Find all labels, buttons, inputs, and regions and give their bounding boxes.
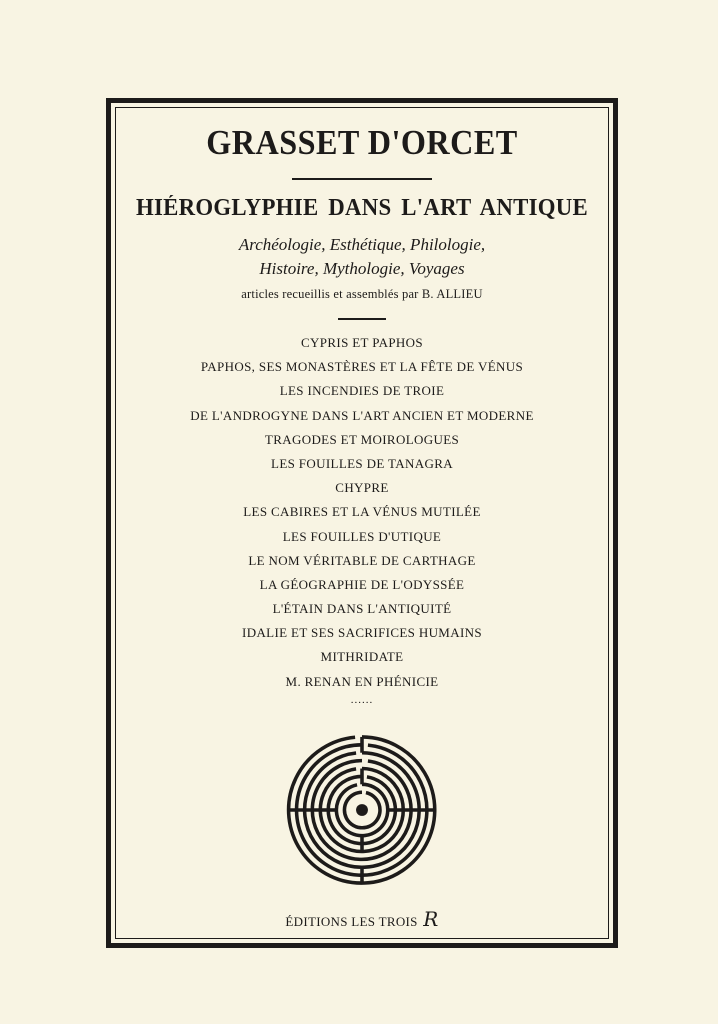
contents-item: LES CABIRES ET LA VÉNUS MUTILÉE	[243, 504, 481, 520]
publisher-name: ÉDITIONS LES TROIS	[285, 914, 418, 929]
contents-item: LE NOM VÉRITABLE DE CARTHAGE	[248, 552, 476, 568]
byline: articles recueillis et assemblés par B. ALLIEU	[241, 287, 483, 301]
divider-top	[292, 178, 432, 180]
contents-item: IDALIE ET SES SACRIFICES HUMAINS	[242, 625, 482, 641]
subtitle-line-2: Histoire, Mythologie, Voyages	[259, 259, 465, 278]
contents-item: L'ÉTAIN DANS L'ANTIQUITÉ	[272, 601, 452, 617]
contents-item: LES INCENDIES DE TROIE	[279, 383, 445, 399]
publisher-mark: R	[423, 907, 439, 931]
contents-list	[115, 334, 609, 697]
subtitle-line-1: Archéologie, Esthétique, Philologie,	[238, 235, 486, 254]
author-name: GRASSET D'ORCET	[206, 123, 518, 162]
contents-item: DE L'ANDROGYNE DANS L'ART ANCIEN ET MODERNE	[190, 407, 534, 423]
contents-item: MITHRIDATE	[320, 649, 404, 665]
divider-middle	[338, 318, 386, 320]
title-page	[115, 107, 609, 939]
labyrinth-icon	[283, 731, 441, 889]
publisher	[115, 907, 609, 931]
book-title: HIÉROGLYPHIE DANS L'ART ANTIQUE	[135, 195, 589, 221]
contents-item: LES FOUILLES DE TANAGRA	[271, 455, 453, 471]
contents-item: M. RENAN EN PHÉNICIE	[285, 673, 439, 689]
contents-item: TRAGODES ET MOIROLOGUES	[264, 431, 460, 447]
contents-item: PAPHOS, SES MONASTÈRES ET LA FÊTE DE VÉNUS	[200, 359, 524, 375]
contents-item: LES FOUILLES D'UTIQUE	[282, 528, 442, 544]
contents-item: CYPRIS ET PAPHOS	[301, 335, 423, 350]
contents-item: LA GÉOGRAPHIE DE L'ODYSSÉE	[259, 576, 465, 592]
ellipsis: ......	[350, 694, 374, 706]
contents-item: CHYPRE	[335, 480, 389, 496]
